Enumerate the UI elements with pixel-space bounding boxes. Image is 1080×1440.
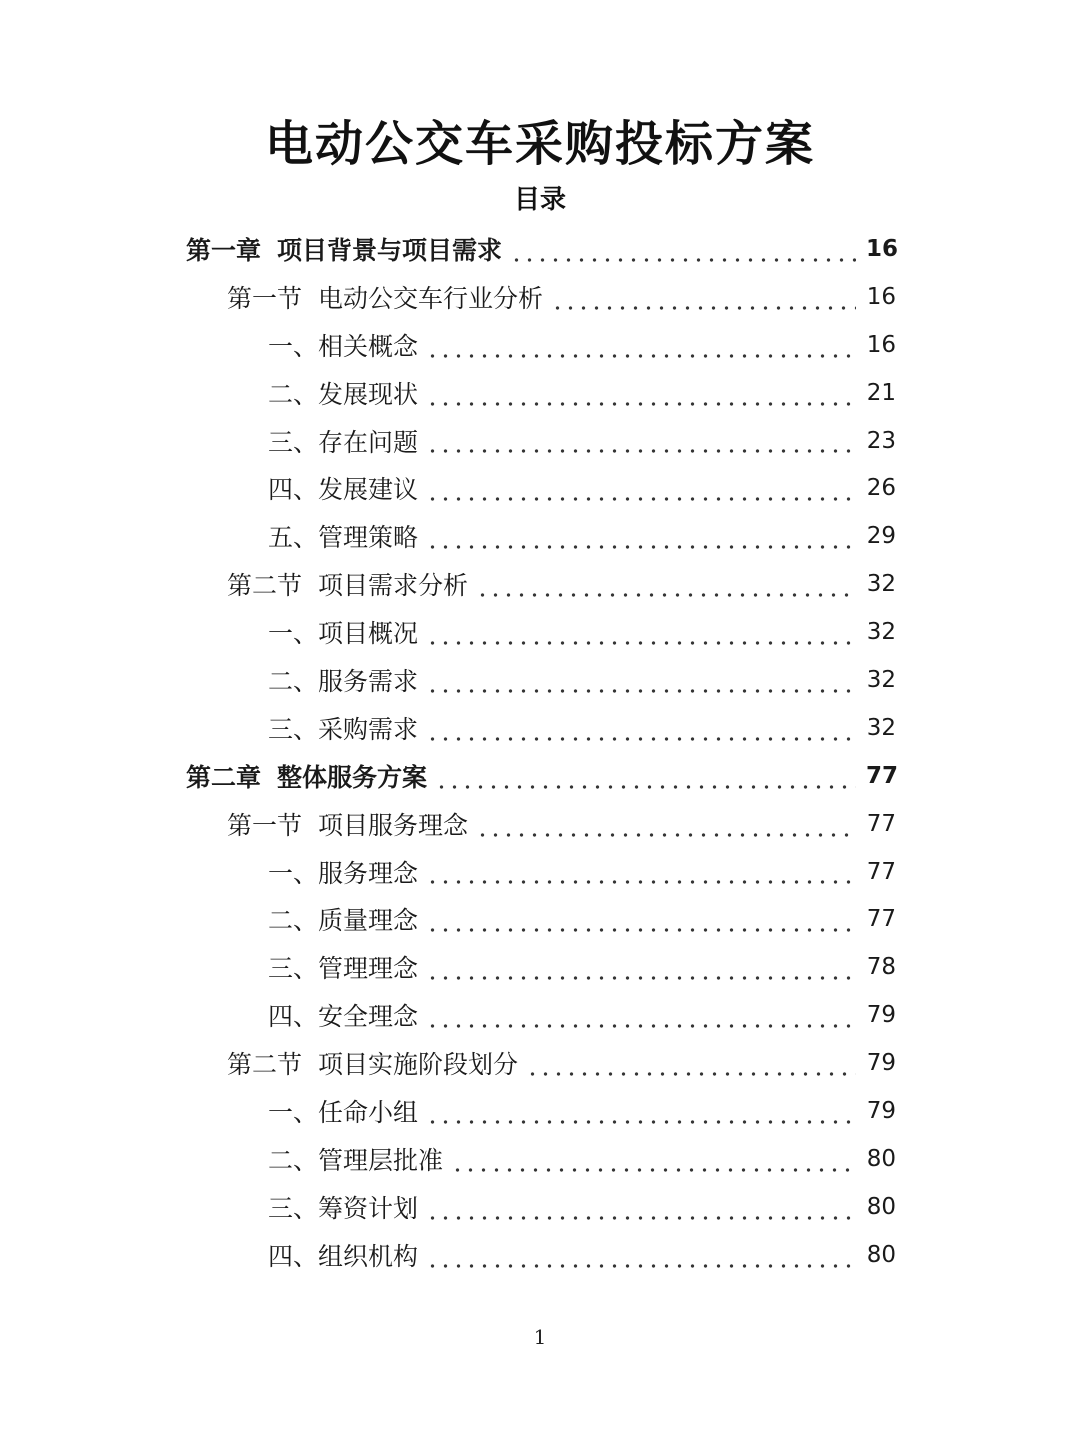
toc-entry-title: 项目背景与项目需求 (277, 235, 503, 265)
toc-entry-page-number: 32 (866, 714, 896, 741)
toc-dot-leader (426, 670, 856, 694)
toc-subsection-entry[interactable] (0, 895, 1080, 943)
toc-entry-title: 采购需求 (318, 714, 419, 744)
toc-subsection-entry[interactable] (0, 1135, 1080, 1183)
toc-entry-label (268, 614, 418, 650)
toc-dot-leader (426, 957, 856, 981)
toc-dot-leader (426, 1197, 856, 1221)
table-of-contents (0, 225, 1080, 1279)
toc-entry-page-number: 32 (866, 619, 896, 646)
toc-dot-leader (551, 287, 856, 311)
toc-entry-prefix: 五、 (268, 523, 319, 553)
toc-entry-title: 管理层批准 (318, 1145, 444, 1175)
toc-entry-page-number: 16 (866, 331, 896, 358)
toc-entry-title: 服务需求 (318, 666, 419, 696)
toc-heading: 目录 (513, 185, 566, 215)
toc-entry-prefix: 三、 (268, 1193, 319, 1223)
toc-entry-label (227, 566, 468, 602)
toc-entry-prefix: 第一章 (186, 235, 262, 265)
toc-entry-label (186, 758, 427, 794)
toc-entry-title: 项目服务理念 (318, 810, 469, 840)
toc-dot-leader (426, 909, 856, 933)
toc-entry-title: 安全理念 (318, 1002, 419, 1032)
document-title: 电动公交车采购投标方案 (264, 116, 815, 172)
toc-subsection-entry[interactable] (0, 464, 1080, 512)
toc-dot-leader (426, 383, 856, 407)
toc-entry-title: 筹资计划 (318, 1193, 419, 1223)
toc-entry-prefix: 二、 (268, 906, 319, 936)
toc-entry-page-number: 16 (866, 283, 896, 310)
toc-dot-leader (426, 718, 856, 742)
toc-entry-prefix: 三、 (268, 427, 319, 457)
toc-entry-label (227, 806, 468, 842)
toc-entry-title: 发展现状 (318, 379, 419, 409)
toc-dot-leader (510, 239, 856, 263)
toc-entry-prefix: 四、 (268, 1241, 319, 1271)
toc-dot-leader (476, 814, 856, 838)
toc-entry-prefix: 第二节 (227, 1050, 303, 1080)
toc-entry-prefix: 第一节 (227, 810, 303, 840)
toc-entry-label (268, 1093, 418, 1129)
toc-entry-prefix: 四、 (268, 1002, 319, 1032)
toc-entry-label (227, 279, 543, 315)
toc-dot-leader (426, 622, 856, 646)
toc-subsection-entry[interactable] (0, 656, 1080, 704)
toc-dot-leader (426, 1245, 856, 1269)
toc-entry-label (268, 854, 418, 890)
toc-subsection-entry[interactable] (0, 848, 1080, 896)
toc-entry-label (268, 949, 418, 985)
toc-entry-prefix: 一、 (268, 619, 319, 649)
toc-entry-title: 项目概况 (318, 619, 419, 649)
toc-subsection-entry[interactable] (0, 704, 1080, 752)
toc-subsection-entry[interactable] (0, 321, 1080, 369)
toc-dot-leader (426, 478, 856, 502)
toc-entry-page-number: 79 (866, 1002, 896, 1029)
toc-entry-label (268, 1141, 443, 1177)
toc-entry-label (268, 327, 418, 363)
toc-entry-title: 相关概念 (318, 331, 419, 361)
toc-subsection-entry[interactable] (0, 417, 1080, 465)
toc-entry-page-number: 80 (866, 1145, 896, 1172)
toc-chapter-entry[interactable] (0, 752, 1080, 800)
toc-entry-page-number: 80 (866, 1193, 896, 1220)
toc-entry-page-number: 77 (866, 810, 896, 837)
toc-entry-label (186, 231, 502, 267)
toc-entry-title: 服务理念 (318, 858, 419, 888)
toc-entry-title: 管理理念 (318, 954, 419, 984)
toc-dot-leader (526, 1053, 856, 1077)
toc-entry-label (268, 470, 418, 506)
toc-entry-page-number: 29 (866, 523, 896, 550)
toc-entry-title: 整体服务方案 (277, 762, 428, 792)
toc-subsection-entry[interactable] (0, 1183, 1080, 1231)
toc-entry-title: 任命小组 (318, 1097, 419, 1127)
toc-entry-label (268, 1237, 418, 1273)
toc-entry-label (268, 901, 418, 937)
toc-entry-prefix: 第二节 (227, 571, 303, 601)
toc-entry-prefix: 二、 (268, 379, 319, 409)
toc-entry-prefix: 一、 (268, 1097, 319, 1127)
toc-entry-label (268, 997, 418, 1033)
toc-entry-label (268, 375, 418, 411)
toc-entry-label (268, 518, 418, 554)
toc-entry-prefix: 一、 (268, 331, 319, 361)
toc-section-entry[interactable] (0, 1039, 1080, 1087)
toc-entry-page-number: 32 (866, 666, 896, 693)
toc-entry-page-number: 21 (866, 379, 896, 406)
toc-entry-title: 项目需求分析 (318, 571, 469, 601)
toc-entry-page-number: 26 (866, 475, 896, 502)
toc-subsection-entry[interactable] (0, 1231, 1080, 1279)
toc-subsection-entry[interactable] (0, 1087, 1080, 1135)
toc-dot-leader (426, 861, 856, 885)
toc-entry-page-number: 79 (866, 1050, 896, 1077)
toc-chapter-entry[interactable] (0, 225, 1080, 273)
toc-entry-page-number: 77 (866, 762, 899, 789)
toc-subsection-entry[interactable] (0, 512, 1080, 560)
toc-entry-label (268, 710, 418, 746)
toc-entry-title: 电动公交车行业分析 (318, 283, 544, 313)
toc-subsection-entry[interactable] (0, 608, 1080, 656)
toc-entry-prefix: 二、 (268, 666, 319, 696)
toc-dot-leader (426, 430, 856, 454)
toc-entry-page-number: 79 (866, 1097, 896, 1124)
toc-entry-prefix: 三、 (268, 714, 319, 744)
toc-entry-page-number: 16 (866, 235, 899, 262)
toc-entry-label (268, 1189, 418, 1225)
toc-entry-prefix: 三、 (268, 954, 319, 984)
toc-entry-prefix: 第二章 (186, 762, 262, 792)
toc-entry-label (268, 423, 418, 459)
toc-subsection-entry[interactable] (0, 369, 1080, 417)
toc-entry-title: 存在问题 (318, 427, 419, 457)
toc-dot-leader (426, 1005, 856, 1029)
toc-entry-prefix: 四、 (268, 475, 319, 505)
toc-entry-title: 发展建议 (318, 475, 419, 505)
toc-entry-title: 质量理念 (318, 906, 419, 936)
toc-entry-page-number: 77 (866, 858, 896, 885)
toc-entry-label (227, 1045, 518, 1081)
toc-entry-page-number: 80 (866, 1241, 896, 1268)
toc-entry-page-number: 78 (866, 954, 896, 981)
toc-entry-page-number: 23 (866, 427, 896, 454)
toc-entry-title: 组织机构 (318, 1241, 419, 1271)
toc-dot-leader (426, 335, 856, 359)
toc-subsection-entry[interactable] (0, 991, 1080, 1039)
toc-entry-title: 管理策略 (318, 523, 419, 553)
toc-dot-leader (435, 766, 856, 790)
toc-subsection-entry[interactable] (0, 943, 1080, 991)
toc-dot-leader (426, 1101, 856, 1125)
toc-section-entry[interactable] (0, 273, 1080, 321)
toc-entry-prefix: 一、 (268, 858, 319, 888)
toc-section-entry[interactable] (0, 560, 1080, 608)
toc-entry-label (268, 662, 418, 698)
toc-entry-page-number: 32 (866, 571, 896, 598)
page-number: 1 (533, 1325, 547, 1349)
toc-dot-leader (476, 574, 856, 598)
toc-entry-prefix: 第一节 (227, 283, 303, 313)
toc-dot-leader (426, 526, 856, 550)
toc-entry-prefix: 二、 (268, 1145, 319, 1175)
toc-section-entry[interactable] (0, 800, 1080, 848)
toc-dot-leader (451, 1149, 856, 1173)
toc-entry-title: 项目实施阶段划分 (318, 1050, 519, 1080)
toc-entry-page-number: 77 (866, 906, 896, 933)
